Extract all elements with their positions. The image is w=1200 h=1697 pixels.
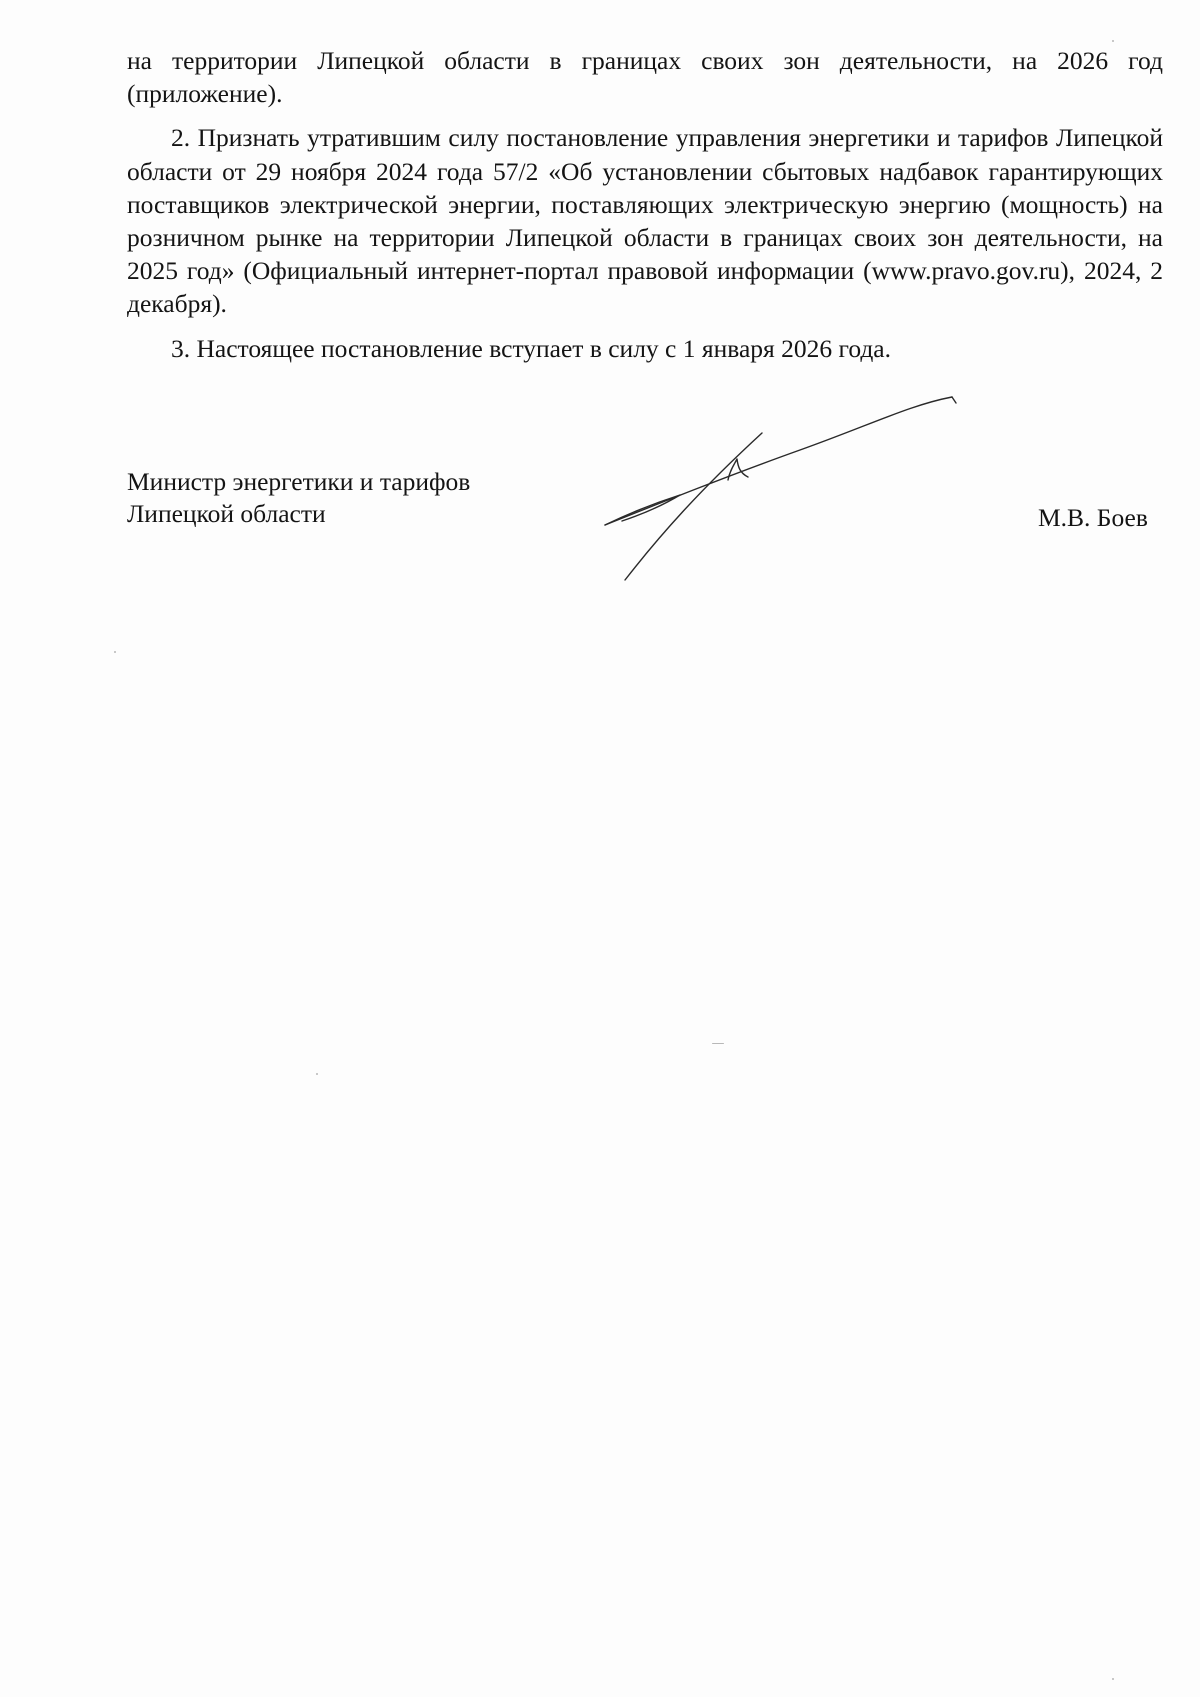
signatory-position (127, 466, 470, 530)
signature-stroke-diagonal (625, 433, 762, 580)
signatory-position-line-2: Липецкой области (127, 499, 326, 528)
scan-speck (1112, 40, 1114, 42)
scan-speck (316, 1073, 318, 1075)
document-body (127, 44, 1163, 376)
signature-stroke-long (605, 397, 952, 525)
signature-stroke-tail (952, 397, 956, 403)
paragraph-item-2: 2. Признать утратившим силу постановление управления энергетики и тарифов Липецкой области от 29 ноября 2024 года 57/2 «Об установлении сбытовых надбавок гарантирующих поставщиков электрической энергии, поставляющих электрическую энергию (мощность) на розничном рынке на территории Липецкой области в границах своих зон деятельности, на 2025 год» (Официальный интернет-портал правовой информации (www.pravo.gov.ru), 2024, 2 декабря). (127, 123, 1163, 319)
paragraph-continuation: на территории Липецкой области в границах своих зон деятельности, на 2026 год (приложение). (127, 46, 1163, 109)
handwritten-signature (600, 385, 960, 585)
paragraph-item-3: 3. Настоящее постановление вступает в силу с 1 января 2026 года. (171, 333, 892, 363)
scan-speck (114, 651, 116, 653)
signer-name: М.В. Боев (1038, 503, 1148, 532)
scan-speck (1112, 1678, 1114, 1680)
scan-speck (712, 1043, 724, 1044)
signatory-position-line-1: Министр энергетики и тарифов (127, 467, 471, 496)
